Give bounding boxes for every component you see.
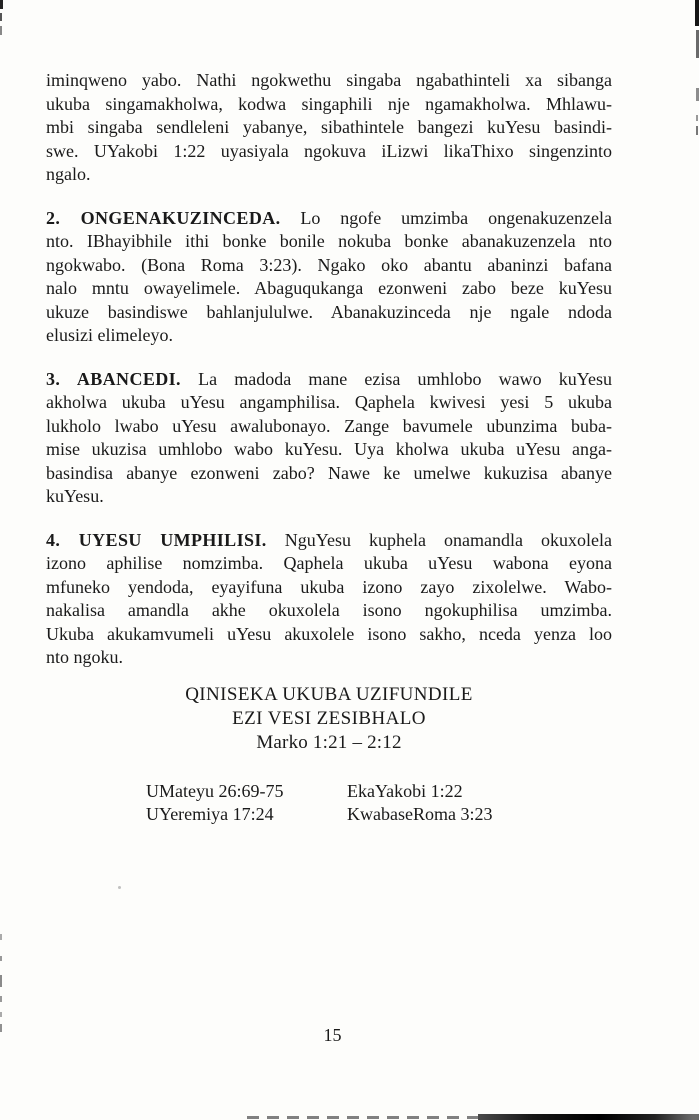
scan-artifact-left-dash-1 bbox=[0, 934, 2, 940]
text-line: ngalo. bbox=[46, 164, 91, 184]
verse-column-left bbox=[146, 780, 347, 827]
scan-artifact-right-dash-5 bbox=[696, 126, 698, 135]
text-line: ukuba singamakholwa, kodwa singaphili nje ngamakholwa. Mhlawu- bbox=[46, 93, 612, 114]
scan-artifact-top-right-bar bbox=[695, 0, 699, 26]
text-line: mise ukuzisa umhlobo wabo kuYesu. Uya kholwa ukuba uYesu anga- bbox=[46, 439, 612, 459]
text-line: 4. UYESU UMPHILISI. NguYesu kuphela onamandla okuxolela bbox=[46, 529, 612, 550]
scripture-reference: Marko 1:21 – 2:12 bbox=[256, 731, 402, 753]
paragraph-lead: 4. UYESU UMPHILISI. bbox=[46, 529, 267, 550]
verse-reference-columns bbox=[146, 780, 612, 827]
text-line: basindisa abanye ezonweni zabo? Nawe ke umelwe kukuzisa abanye bbox=[46, 462, 612, 483]
scan-artifact-speck bbox=[118, 886, 121, 889]
text-line: ngokwabo. (Bona Roma 3:23). Ngako oko abantu abaninzi bafana bbox=[46, 254, 612, 275]
paragraph bbox=[46, 529, 612, 670]
memory-verse-section bbox=[46, 683, 612, 755]
paragraph-container bbox=[46, 69, 612, 670]
verse-reference: EkaYakobi 1:22 bbox=[347, 780, 463, 801]
scan-artifact-bottom-line-black bbox=[478, 1114, 699, 1120]
text-line: elusizi elimeleyo. bbox=[46, 325, 173, 345]
page-number: 15 bbox=[323, 1025, 342, 1045]
text-line: nakalisa amandla akhe okuxolela isono ngokuphilisa umzimba. bbox=[46, 600, 612, 620]
text-line: nalo mntu owayelimele. Abaguqukanga ezonweni zabo beze kuYesu bbox=[46, 278, 612, 298]
paragraph-lead: 3. ABANCEDI. bbox=[46, 368, 181, 389]
paragraph bbox=[46, 368, 612, 509]
memory-heading-line-2: EZI VESI ZESIBHALO bbox=[232, 707, 426, 729]
body-text bbox=[46, 69, 612, 827]
scan-artifact-left-dash-6 bbox=[0, 1024, 2, 1032]
scan-artifact-left-dash-4 bbox=[0, 996, 2, 1002]
text-line: swe. UYakobi 1:22 uyasiyala ngokuva iLizwi likaThixo singenzinto bbox=[46, 140, 612, 161]
text-line: mfuneko yendoda, eyayifuna ukuba izono zayo zixolelwe. Wabo- bbox=[46, 576, 612, 597]
text-line: nto. IBhayibhile ithi bonke bonile nokuba bonke abanakuzenzela nto bbox=[46, 231, 612, 251]
scan-artifact-bottom-line-gray bbox=[247, 1116, 480, 1119]
text-line: kuYesu. bbox=[46, 486, 104, 506]
text-line: Ukuba akukamvumeli uYesu akuxolele isono sakho, nceda yenza loo bbox=[46, 623, 612, 644]
text-line: mbi singaba sendleleni yabanye, sibathintele bangezi kuYesu basindi- bbox=[46, 117, 612, 137]
text-line: izono aphilise nomzimba. Qaphela ukuba uYesu wabona eyona bbox=[46, 553, 612, 573]
text-line: lukholo lwabo uYesu awalubonayo. Zange bavumele ubunzima buba- bbox=[46, 415, 612, 436]
verse-reference: KwabaseRoma 3:23 bbox=[347, 804, 493, 824]
text-line: 2. ONGENAKUZINCEDA. Lo ngofe umzimba ongenakuzenzela bbox=[46, 207, 612, 228]
text-line: ukuze basindiswe bahlanjululwe. Abanakuzinceda nje ngale ndoda bbox=[46, 301, 612, 322]
verse-reference: UMateyu 26:69-75 bbox=[146, 780, 284, 801]
paragraph-lead: 2. ONGENAKUZINCEDA. bbox=[46, 207, 281, 228]
text-line: nto ngoku. bbox=[46, 647, 124, 667]
text-line: iminqweno yabo. Nathi ngokwethu singaba ngabathinteli xa sibanga bbox=[46, 70, 612, 90]
scan-artifact-left-dash-2 bbox=[0, 956, 2, 961]
scan-artifact-left-dash-3 bbox=[0, 975, 2, 987]
scan-artifact-right-dash-4 bbox=[696, 115, 698, 121]
text-line: 3. ABANCEDI. La madoda mane ezisa umhlobo wawo kuYesu bbox=[46, 368, 612, 389]
text-line: akholwa ukuba uYesu angamphilisa. Qaphela kwivesi yesi 5 ukuba bbox=[46, 392, 612, 412]
paragraph bbox=[46, 207, 612, 348]
verse-reference: UYeremiya 17:24 bbox=[146, 804, 274, 824]
scan-artifact-top-left-2 bbox=[0, 13, 2, 21]
paragraph bbox=[46, 69, 612, 187]
verse-column-right bbox=[347, 780, 492, 827]
scan-artifact-top-left-3 bbox=[0, 26, 2, 35]
scan-artifact-top-left-1 bbox=[0, 0, 3, 9]
memory-heading-line-1: QINISEKA UKUBA UZIFUNDILE bbox=[185, 683, 473, 705]
scan-artifact-left-dash-5 bbox=[0, 1012, 2, 1017]
